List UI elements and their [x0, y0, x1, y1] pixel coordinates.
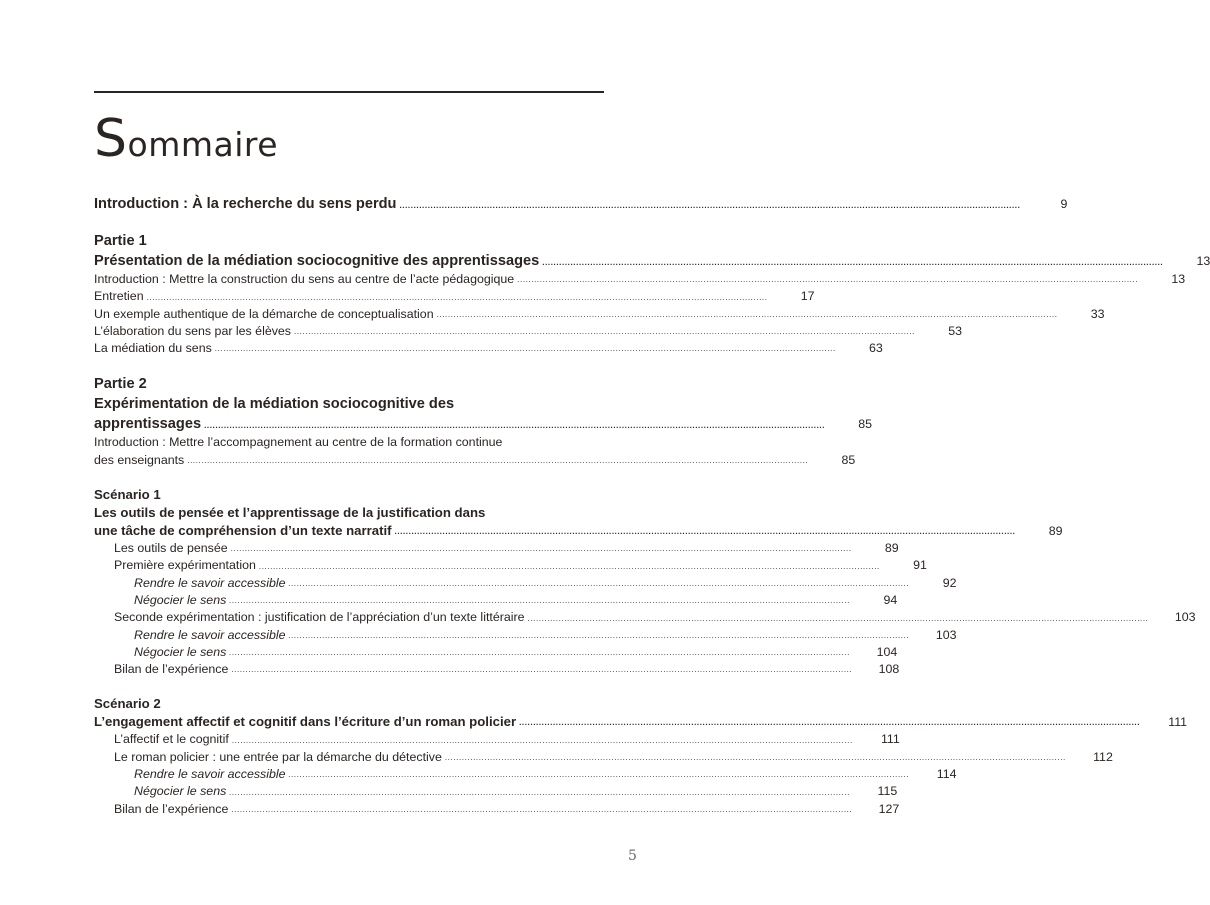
- page-number: 5: [628, 848, 637, 864]
- leader-dots: ............................................................................................................................................................................................................................: [542, 258, 1164, 267]
- toc-entry-label: une tâche de compréhension d’un texte narratif: [94, 523, 392, 539]
- top-rule: [94, 91, 604, 93]
- toc-entry-part-2-intro[interactable]: [94, 452, 856, 469]
- toc-entry-label: Introduction : À la recherche du sens perdu: [94, 196, 397, 212]
- toc-entry-label: L’affectif et le cognitif: [114, 732, 229, 747]
- toc-entry[interactable]: [94, 540, 899, 557]
- toc-entry-label: des enseignants: [94, 452, 185, 467]
- toc-entry[interactable]: [94, 323, 962, 340]
- toc-entry-page: 112: [1093, 749, 1113, 764]
- toc-entry[interactable]: [94, 271, 1186, 288]
- toc-entry-page: 63: [868, 341, 883, 356]
- toc-entry-label: L’élaboration du sens par les élèves: [94, 323, 292, 338]
- leader-dots: ............................................................................................................................................................................................................................: [231, 735, 853, 745]
- table-of-contents: [94, 194, 1210, 818]
- toc-entry-introduction[interactable]: [94, 194, 1068, 214]
- scenario-1-label: Scénario 1: [94, 487, 161, 503]
- toc-entry-page: 104: [876, 644, 898, 659]
- leader-dots: ............................................................................................................................................................................................................................: [288, 630, 910, 640]
- part-1-label: Partie 1: [94, 233, 147, 249]
- toc-entry-label: Négocier le sens: [134, 592, 227, 607]
- part-2-title-line1: Expérimentation de la médiation sociocognitive des: [94, 396, 455, 413]
- toc-entry-page: 9: [1060, 197, 1068, 211]
- toc-entry-page: 89: [1048, 524, 1063, 539]
- leader-dots: ............................................................................................................................................................................................................................: [231, 665, 853, 675]
- toc-entry-page: 89: [884, 541, 899, 556]
- toc-entry-page: 115: [877, 784, 898, 799]
- leader-dots: ............................................................................................................................................................................................................................: [288, 770, 910, 780]
- scenario-1-title-line1: Les outils de pensée et l’apprentissage de la justification dans: [94, 505, 486, 521]
- toc-entry-part-1-title[interactable]: [94, 251, 1210, 271]
- leader-dots: ............................................................................................................................................................................................................................: [187, 456, 809, 466]
- toc-entry-page: 91: [913, 558, 927, 573]
- leader-dots: ............................................................................................................................................................................................................................: [230, 544, 852, 554]
- toc-entry[interactable]: [94, 661, 900, 678]
- leader-dots: ............................................................................................................................................................................................................................: [204, 421, 826, 431]
- leader-dots: ............................................................................................................................................................................................................................: [288, 578, 910, 588]
- toc-entry-label: Négocier le sens: [134, 784, 227, 799]
- page-title: [94, 108, 278, 170]
- leader-dots: ............................................................................................................................................................................................................................: [229, 596, 851, 606]
- title-rest: ommaire: [127, 125, 279, 164]
- toc-entry-page: 17: [800, 289, 815, 304]
- part-2-intro-line1: Introduction : Mettre l’accompagnement au centre de la formation continue: [94, 435, 503, 450]
- toc-entry-page: 94: [883, 592, 898, 607]
- leader-dots: ............................................................................................................................................................................................................................: [394, 527, 1016, 537]
- leader-dots: ............................................................................................................................................................................................................................: [436, 309, 1058, 319]
- toc-entry[interactable]: [94, 557, 927, 574]
- toc-entry-label: L’engagement affectif et cognitif dans l’écriture d’un roman policier: [94, 714, 517, 730]
- leader-dots: ............................................................................................................................................................................................................................: [231, 804, 853, 814]
- toc-entry-page: 33: [1090, 306, 1105, 321]
- toc-entry-scenario-1-title[interactable]: [94, 522, 1063, 540]
- toc-entry-label: Présentation de la médiation sociocognitive des apprentissages: [94, 253, 540, 269]
- toc-entry[interactable]: [94, 592, 898, 609]
- leader-dots: ............................................................................................................................................................................................................................: [294, 327, 915, 337]
- toc-entry-page: 13: [1196, 254, 1210, 268]
- leader-dots: ............................................................................................................................................................................................................................: [527, 613, 1149, 623]
- leader-dots: ............................................................................................................................................................................................................................: [399, 201, 1021, 210]
- toc-entry-page: 111: [1168, 715, 1188, 730]
- toc-entry-page: 103: [935, 627, 957, 642]
- leader-dots: ............................................................................................................................................................................................................................: [214, 344, 836, 354]
- title-initial: S: [94, 109, 128, 169]
- toc-entry-page: 111: [880, 732, 900, 747]
- toc-entry-label: Négocier le sens: [134, 644, 227, 659]
- toc-entry[interactable]: [94, 288, 815, 305]
- leader-dots: ............................................................................................................................................................................................................................: [258, 561, 880, 571]
- toc-entry-label: Première expérimentation: [114, 558, 256, 573]
- leader-dots: ............................................................................................................................................................................................................................: [146, 292, 768, 302]
- toc-entry-page: 114: [936, 767, 957, 782]
- toc-entry-page: 85: [858, 417, 873, 432]
- toc-entry[interactable]: [94, 749, 1113, 766]
- part-2-label: Partie 2: [94, 376, 147, 393]
- leader-dots: ............................................................................................................................................................................................................................: [229, 648, 851, 658]
- toc-entry[interactable]: [94, 609, 1196, 626]
- scenario-2-label: Scénario 2: [94, 696, 161, 712]
- toc-entry-label: Entretien: [94, 289, 144, 304]
- toc-entry-page: 13: [1171, 272, 1186, 286]
- toc-entry-label: Bilan de l’expérience: [114, 662, 229, 677]
- toc-entry-label: Rendre le savoir accessible: [134, 575, 286, 590]
- toc-entry-label: Introduction : Mettre la construction du sens au centre de l’acte pédagogique: [94, 272, 515, 286]
- leader-dots: ............................................................................................................................................................................................................................: [519, 718, 1141, 728]
- toc-entry-scenario-2-title[interactable]: [94, 713, 1188, 731]
- toc-entry-page: 53: [948, 323, 962, 338]
- toc-entry-label: Rendre le savoir accessible: [134, 767, 286, 782]
- toc-entry-label: Les outils de pensée: [114, 541, 228, 556]
- toc-entry-page: 85: [841, 452, 856, 467]
- toc-entry-label: apprentissages: [94, 416, 202, 433]
- toc-entry-label: Un exemple authentique de la démarche de conceptualisation: [94, 306, 434, 321]
- toc-entry[interactable]: [94, 306, 1105, 323]
- toc-entry[interactable]: [94, 340, 883, 357]
- toc-entry-page: 103: [1174, 610, 1196, 625]
- toc-entry-label: Bilan de l’expérience: [114, 801, 229, 816]
- toc-entry-page: 108: [878, 662, 900, 677]
- toc-entry-part-2-title[interactable]: [94, 414, 873, 434]
- toc-entry[interactable]: [94, 575, 957, 592]
- toc-entry[interactable]: [94, 801, 900, 818]
- toc-entry[interactable]: [94, 644, 898, 661]
- toc-entry-label: Seconde expérimentation : justification de l’appréciation d’un texte littéraire: [114, 610, 525, 625]
- toc-entry-page: 92: [942, 575, 957, 590]
- toc-entry-label: Le roman policier : une entrée par la démarche du détective: [114, 749, 442, 764]
- leader-dots: ............................................................................................................................................................................................................................: [517, 275, 1139, 285]
- leader-dots: ............................................................................................................................................................................................................................: [444, 753, 1066, 763]
- leader-dots: ............................................................................................................................................................................................................................: [229, 787, 851, 797]
- toc-entry-label: Rendre le savoir accessible: [134, 627, 286, 642]
- toc-entry-label: La médiation du sens: [94, 341, 212, 356]
- toc-entry[interactable]: [94, 766, 957, 783]
- toc-entry[interactable]: [94, 627, 957, 644]
- toc-entry[interactable]: [94, 783, 898, 800]
- toc-entry[interactable]: [94, 731, 900, 748]
- toc-entry-page: 127: [878, 801, 900, 816]
